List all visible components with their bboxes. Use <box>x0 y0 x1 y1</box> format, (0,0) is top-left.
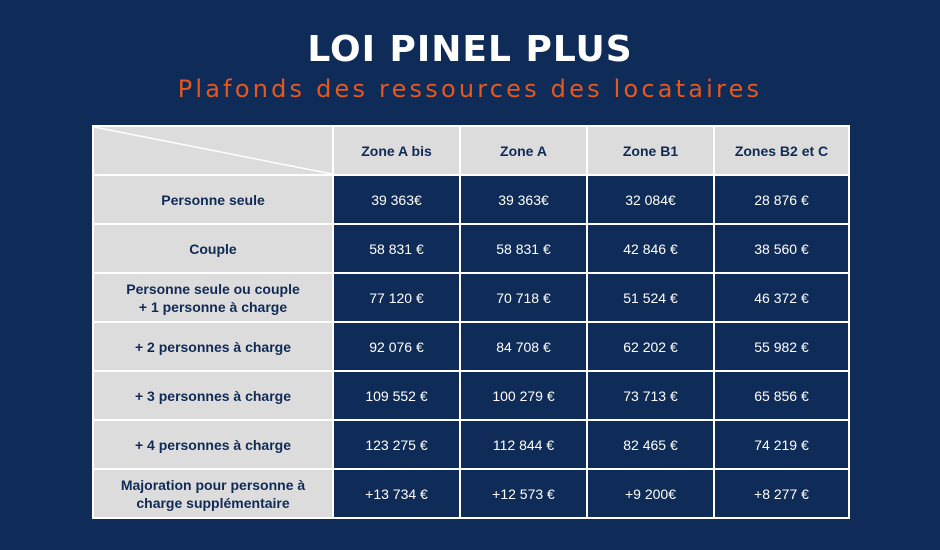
table-cell: 38 560 € <box>714 224 849 273</box>
row-label: + 3 personnes à charge <box>93 371 333 420</box>
row-label-line: Personne seule ou couple <box>126 280 300 297</box>
column-header-zone-a-bis: Zone A bis <box>333 126 460 175</box>
table-cell: 39 363€ <box>333 175 460 224</box>
table-cell: 55 982 € <box>714 322 849 371</box>
page-subtitle: Plafonds des ressources des locataires <box>177 75 763 103</box>
table-cell: +9 200€ <box>587 469 714 518</box>
table-row <box>93 322 849 371</box>
table-cell: +8 277 € <box>714 469 849 518</box>
row-label <box>93 273 333 322</box>
table-cell: 32 084€ <box>587 175 714 224</box>
table-cell: 82 465 € <box>587 420 714 469</box>
row-label <box>93 469 333 518</box>
column-header-zone-b1: Zone B1 <box>587 126 714 175</box>
table-cell: 109 552 € <box>333 371 460 420</box>
table-cell: +12 573 € <box>460 469 587 518</box>
column-header-zone-a: Zone A <box>460 126 587 175</box>
diagonal-divider-icon <box>94 127 332 174</box>
table-cell: 51 524 € <box>587 273 714 322</box>
table-cell: 46 372 € <box>714 273 849 322</box>
table-cell: 70 718 € <box>460 273 587 322</box>
table-cell: 62 202 € <box>587 322 714 371</box>
table-cell: 73 713 € <box>587 371 714 420</box>
page-title: LOI PINEL PLUS <box>307 29 633 70</box>
table-cell: 92 076 € <box>333 322 460 371</box>
column-header-zones-b2-c: Zones B2 et C <box>714 126 849 175</box>
row-label-line: charge supplémentaire <box>136 494 290 511</box>
row-label: + 2 personnes à charge <box>93 322 333 371</box>
income-ceiling-table <box>92 125 850 519</box>
table-row <box>93 224 849 273</box>
table-cell: 112 844 € <box>460 420 587 469</box>
row-label-line: Majoration pour personne à <box>120 476 306 493</box>
table-cell: 28 876 € <box>714 175 849 224</box>
table-cell: 58 831 € <box>460 224 587 273</box>
row-label: Couple <box>93 224 333 273</box>
table-cell: 42 846 € <box>587 224 714 273</box>
table-row <box>93 420 849 469</box>
row-label-line: + 1 personne à charge <box>138 298 288 315</box>
table-row <box>93 469 849 518</box>
row-label: + 4 personnes à charge <box>93 420 333 469</box>
table-cell: 77 120 € <box>333 273 460 322</box>
table-row <box>93 371 849 420</box>
table-cell: 84 708 € <box>460 322 587 371</box>
table-cell: 58 831 € <box>333 224 460 273</box>
table-cell: +13 734 € <box>333 469 460 518</box>
table-cell: 100 279 € <box>460 371 587 420</box>
table-cell: 123 275 € <box>333 420 460 469</box>
table-corner-cell <box>93 126 333 175</box>
table-cell: 39 363€ <box>460 175 587 224</box>
table-header-row <box>93 126 849 175</box>
table-cell: 74 219 € <box>714 420 849 469</box>
row-label: Personne seule <box>93 175 333 224</box>
table-cell: 65 856 € <box>714 371 849 420</box>
table-row <box>93 273 849 322</box>
table-row <box>93 175 849 224</box>
